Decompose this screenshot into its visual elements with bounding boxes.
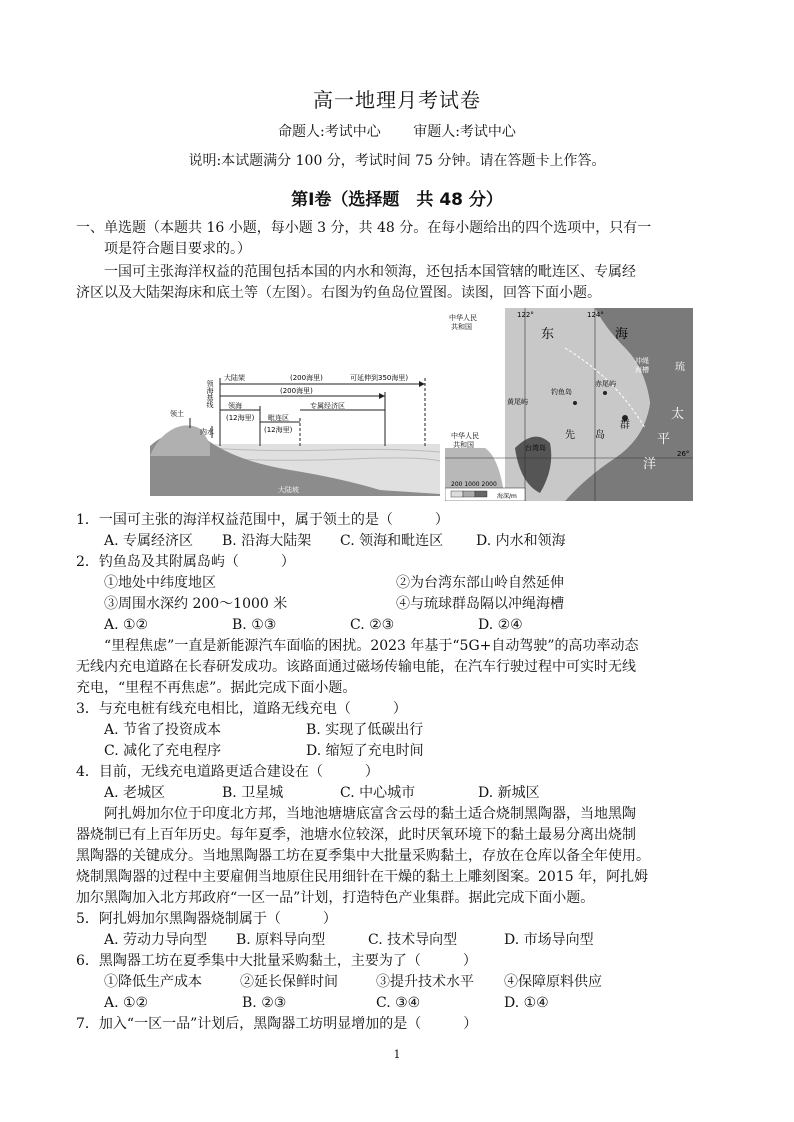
q3-option-b[interactable]: B. 实现了低碳出行 — [306, 722, 424, 738]
q6-option-a[interactable]: A. ①② — [104, 995, 149, 1011]
passage-1-line: 一国可主张海洋权益的范围包括本国的内水和领海，还包括本国管辖的毗连区、专属经 — [104, 264, 636, 280]
label-zhuanshu: 专属经济区 — [310, 402, 345, 410]
q2-statement-1: ①地处中纬度地区 — [104, 575, 216, 591]
q6-option-c[interactable]: C. ③④ — [376, 995, 421, 1011]
passage-2-line: 无线内充电道路在长春研发成功。该路面通过磁场传输电能，在汽车行驶过程中可实时无线 — [76, 659, 636, 675]
q4-option-b[interactable]: B. 卫星城 — [222, 785, 284, 801]
label-lingtu: 领土 — [170, 410, 184, 418]
label-dao: 岛 — [595, 430, 605, 441]
question-4: 4．目前，无线充电道路更适合建设在（ ） — [76, 764, 379, 780]
label-linghai-d: (12海里) — [226, 414, 255, 422]
question-6: 6．黑陶器工坊在夏季集中大批量采购黏土，主要为了（ ） — [76, 953, 477, 969]
q3-option-c[interactable]: C. 减化了充电程序 — [104, 743, 222, 759]
q1-option-c[interactable]: C. 领海和毗连区 — [340, 533, 444, 549]
setter: 命题人:考试中心 — [278, 124, 381, 140]
label-tai: 太 — [671, 407, 685, 422]
question-3: 3．与充电桩有线充电相比，道路无线充电（ ） — [76, 701, 407, 717]
label-dalujia: 大陆架 — [224, 374, 245, 382]
question-5-options — [104, 930, 594, 950]
label-prc-bottom: 中华人民 — [451, 432, 479, 440]
label-dalupo: 大陆坡 — [278, 486, 299, 494]
question-4-options — [104, 783, 540, 803]
label-chiwei: 赤尾屿 — [595, 380, 616, 388]
label-dong: 东 — [541, 327, 555, 342]
maritime-zones-diagram — [150, 366, 440, 496]
label-ryukyu: 琉 — [675, 362, 685, 373]
q6-statement-4: ④保障原料供应 — [504, 974, 602, 990]
label-okinawa: 冲绳 — [635, 357, 649, 365]
label-bilian: 毗连区 — [268, 414, 289, 422]
passage-1-line: 济区以及大陆架海床和底土等（左图）。右图为钓鱼岛位置图。读图，回答下面小题。 — [76, 285, 601, 301]
section-heading-cont: 项是符合题目要求的。） — [104, 241, 251, 257]
label-bilian-d: (12海里) — [264, 426, 293, 434]
q1-option-b[interactable]: B. 沿海大陆架 — [222, 533, 312, 549]
label-hai: 海 — [615, 327, 629, 342]
part-heading: 第Ⅰ卷（选择题 共 48 分） — [291, 190, 503, 210]
label-extend: 可延伸到350海里) — [350, 374, 409, 382]
label-lon1: 122° — [517, 311, 534, 319]
q2-statement-3: ③周围水深约 200～1000 米 — [104, 596, 288, 612]
q6-statement-1: ①降低生产成本 — [104, 974, 202, 990]
passage-3-line: 烧制黑陶器的过程中主要雇佣当地原住民用细针在干燥的黏土上雕刻图案。2015 年，阿扎姆 — [76, 869, 649, 885]
section-heading: 一、单选题（本题共 16 小题，每小题 3 分，共 48 分。在每小题给出的四个选项中，只有一 — [76, 220, 652, 236]
q2-option-c[interactable]: C. ②③ — [350, 617, 395, 633]
question-5: 5．阿扎姆加尔黑陶器烧制属于（ ） — [76, 911, 337, 927]
q4-option-d[interactable]: D. 新城区 — [478, 785, 540, 801]
label-diaoyu: 钓鱼岛 — [551, 388, 572, 396]
q6-option-b[interactable]: B. ②③ — [242, 995, 287, 1011]
q2-option-a[interactable]: A. ①② — [104, 617, 149, 633]
q2-statement-4: ④与琉球群岛隔以冲绳海槽 — [396, 596, 564, 612]
q6-option-d[interactable]: D. ①④ — [504, 995, 549, 1011]
label-depth-unit: 海深/m — [497, 493, 517, 500]
label-neishui: 内水 — [200, 428, 214, 436]
q1-option-d[interactable]: D. 内水和领海 — [476, 533, 566, 549]
passage-3-line: 黑陶器的关键成分。当地黑陶器工坊在夏季集中大批量采购黏土，存放在仓库以备全年使用。 — [76, 848, 650, 864]
question-6-options — [104, 993, 549, 1013]
label-huangwei: 黄尾屿 — [507, 398, 528, 406]
label-prc-bottom2: 共和国 — [453, 441, 474, 449]
q3-option-d[interactable]: D. 缩短了充电时间 — [306, 743, 424, 759]
label-200a: (200海里) — [290, 374, 323, 382]
page-title: 高一地理月考试卷 — [313, 88, 481, 112]
q5-option-b[interactable]: B. 原料导向型 — [236, 932, 326, 948]
question-2: 2．钓鱼岛及其附属岛屿（ ） — [76, 554, 295, 570]
question-7: 7．加入“一区一品”计划后，黑陶器工坊明显增加的是（ ） — [76, 1016, 478, 1032]
page-number: 1 — [393, 1048, 401, 1061]
authors-line — [0, 121, 794, 141]
q6-statement-2: ②延长保鲜时间 — [240, 974, 338, 990]
label-linghai: 领海 — [228, 402, 242, 410]
label-lon2: 124° — [587, 311, 604, 319]
label-taiwan: 台湾岛 — [525, 444, 546, 452]
label-200b: (200海里) — [280, 387, 313, 395]
q1-option-a[interactable]: A. 专属经济区 — [104, 533, 194, 549]
q3-option-a[interactable]: A. 节省了投资成本 — [104, 722, 222, 738]
label-lat: 26° — [677, 450, 690, 458]
q6-statement-3: ③提升技术水平 — [376, 974, 474, 990]
label-xian: 先 — [565, 430, 575, 441]
reviewer: 审题人:考试中心 — [413, 124, 516, 140]
passage-2-line: 充电，“里程不再焦虑”。据此完成下面小题。 — [76, 680, 357, 696]
q2-option-b[interactable]: B. ①③ — [232, 617, 277, 633]
question-2-options — [104, 615, 523, 635]
q2-option-d[interactable]: D. ②④ — [478, 617, 523, 633]
label-ping: 平 — [657, 432, 671, 447]
label-depth: 200 1000 2000 — [451, 481, 497, 488]
label-okinawa2: 海槽 — [635, 366, 649, 374]
q5-option-c[interactable]: C. 技术导向型 — [368, 932, 458, 948]
q4-option-a[interactable]: A. 老城区 — [104, 785, 166, 801]
q2-statement-2: ②为台湾东部山岭自然延伸 — [396, 575, 564, 591]
instructions: 说明:本试题满分 100 分，考试时间 75 分钟。请在答题卡上作答。 — [188, 153, 606, 169]
diaoyu-location-map — [445, 308, 693, 501]
label-yang: 洋 — [643, 457, 657, 472]
q5-option-a[interactable]: A. 劳动力导向型 — [104, 932, 208, 948]
passage-3-line: 器烧制已有上百年历史。每年夏季，池塘水位较深，此时厌氧环境下的黏土最易分离出烧制 — [76, 827, 636, 843]
label-prc-top: 中华人民 — [449, 314, 477, 322]
label-qun: 群 — [620, 420, 630, 431]
q5-option-d[interactable]: D. 市场导向型 — [504, 932, 594, 948]
question-6-statements — [104, 972, 602, 992]
passage-2-line: “里程焦虑”一直是新能源汽车面临的困扰。2023 年基于“5G+自动驾驶”的高功率动态 — [104, 638, 639, 654]
question-1-options — [104, 531, 566, 551]
label-baseline: 领海基线 — [206, 380, 214, 408]
label-prc-top2: 共和国 — [451, 323, 472, 331]
question-1: 1．一国可主张的海洋权益范围中，属于领土的是（ ） — [76, 512, 449, 528]
passage-3-line: 加尔黑陶加入北方邦政府“一区一品”计划，打造特色产业集群。据此完成下面小题。 — [76, 890, 595, 906]
q4-option-c[interactable]: C. 中心城市 — [340, 785, 416, 801]
passage-3-line: 阿扎姆加尔位于印度北方邦，当地池塘塘底富含云母的黏土适合烧制黑陶器，当地黑陶 — [104, 806, 636, 822]
